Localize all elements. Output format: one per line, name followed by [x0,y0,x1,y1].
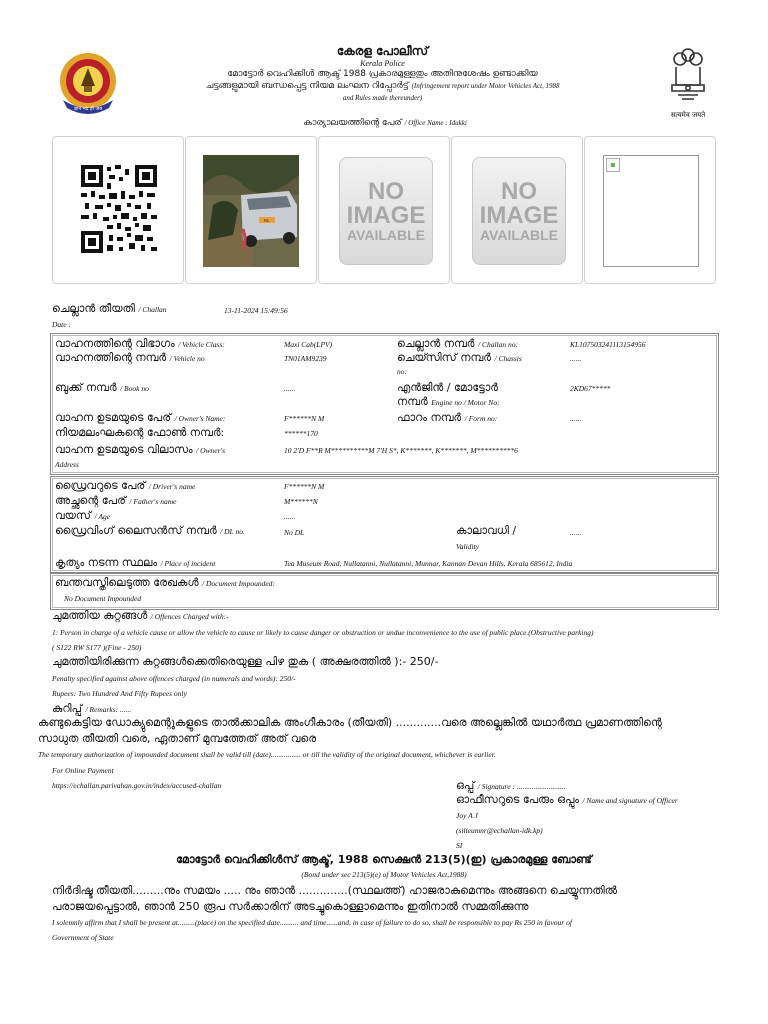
qr-code-icon[interactable] [81,165,157,253]
validity-value: ...... [570,528,582,537]
phone-value: ******170 [284,429,318,438]
no-image-placeholder: NO IMAGE AVAILABLE [472,157,566,265]
header-line2-ml: ചട്ടങ്ങളുമായി ബന്ധപ്പെട്ട നിയമ ലംഘന റിപ്പോർട്ട് [205,81,409,91]
challan-date-label-2: Date : [52,320,71,329]
engine-label: എൻജിൻ / മോട്ടോർ [397,381,498,394]
plate-text: KL [264,218,270,223]
offence-line-2: ( S122 RW S177 )(Fine - 250) [52,643,142,652]
national-emblem-icon [664,45,712,109]
dl-no-label: ഡ്രൈവിംഗ് ലൈസൻസ് നമ്പർ / DL no. [55,524,245,537]
engine-value: 2KD67***** [570,384,611,393]
payment-link[interactable]: https://echallan.parivahan.gov.in/index/accused-challan [52,781,222,790]
driver-name-label: ഡ്രൈവറുടെ പേര് / Driver's name [55,479,196,492]
broken-image-icon: ▪ [606,158,620,172]
image-panel-3 [451,136,583,284]
offences-label: ചുമത്തിയ കുറ്റങ്ങൾ / Offences Charged with:- [52,609,229,622]
bond-en-line-2: Government of State [52,933,114,942]
age-label: വയസ് / Age [55,509,111,522]
challan-date-label: ചെല്ലാൻ തീയതി / Challan [52,302,167,315]
form-no-label: ഫാറം നമ്പർ / Form no: [397,411,498,424]
bond-title: മോട്ടോർ വെഹിക്കിൾസ് ആക്ട്, 1988 സെക്ഷൻ 213(5)(ഇ) പ്രകാരമുള്ള ബോണ്ട് [176,853,592,866]
office-label-ml: കാര്യാലയത്തിന്റെ പേര് [303,118,402,128]
header-line3-en: and Rules made thereunder) [342,94,423,102]
broken-image [603,155,699,267]
impound-label: ബന്തവസ്തിലെടുത്ത രേഖകൾ / Document Impounded: [55,576,275,589]
book-no-label: ബുക്ക് നമ്പർ / Book no [55,381,149,394]
remarks-label: കുറിപ്പ് / Remarks: ...... [52,702,132,715]
header-line1: മോട്ടോർ വെഹിക്കിൾ ആക്ട് 1988 പ്രകാരമുള്ളതും അതിനുശേഷം ഉണ്ടാക്കിയ [227,69,538,79]
offence-line-1: 1: Person in charge of a vehicle cause or allow the vehicle to cause or likely to cause danger or obstruction or undue inconvenience to the use of public place.(Obstructive parking) [52,628,594,637]
header-title-en: Kerala Police [360,59,405,68]
vehicle-photo-panel [185,136,317,284]
chassis-label-2: no: [397,367,407,376]
form-no-value: ...... [570,414,582,423]
owner-name-value: F******N M [284,414,325,423]
chassis-value: ...... [570,354,582,363]
dl-no-value: No DL [284,528,305,537]
father-name-label: അച്ഛന്റെ പേര് / Father's name [55,494,177,507]
bond-line-1: നിർദിഷ്ട തീയതി.........നും സമയം ..... നും ഞാൻ ..............(സ്ഥലത്ത്) ഹാജരാകുമെന്നും അങ്ങനെ ചെയ്യുന്നതിൽ [52,884,618,897]
father-name-value: M******N [284,497,318,506]
qr-panel [52,136,184,284]
impound-value: No Document Impounded [64,594,142,603]
officer-label: ഓഫീസറുടെ പേരും ഒപ്പും / Name and signature of Officer [456,793,678,806]
age-value: ...... [284,512,296,521]
penalty-en: Penalty specified against above offences charged (in numerals and words): 250/- [52,674,296,683]
officer-rank: SI [456,841,463,850]
owner-name-label: വാഹന ഉടമയുടെ പേര് / Owner's Name: [55,411,226,424]
vehicle-photo[interactable] [203,155,299,267]
challan-no-label: ചെല്ലാൻ നമ്പർ / Challan no: [397,337,519,350]
driver-name-value: F******N M [284,482,325,491]
challan-date-value: 13-11-2024 15:49:56 [224,306,288,315]
authorization-en: The temporary authorization of impounded document shall be valid till (date)................ or till the validity of the original document, whichever is earlier. [38,750,496,759]
signature-label: ഒപ്പ് / Signature : .......................... [456,779,566,792]
engine-label-2: നമ്പർ Engine no / Motor No: [397,395,500,408]
phone-label: നിയമലംഘകന്റെ ഫോൺ നമ്പർ: [55,426,225,439]
owner-address-label: വാഹന ഉടമയുടെ വിലാസം / Owner's [55,443,226,456]
rupees-en: Rupees: Two Hundred And Fifty Rupees only [52,689,187,698]
logo-motto: ज्ञान मद हो जय [73,106,103,112]
owner-address-value: 10 2'D F**R M**********M 7'H S*, K*******, K*******, M**********6 [284,446,518,455]
emblem-caption: सत्यमेव जयते [670,111,706,119]
no-image-placeholder: NO IMAGE AVAILABLE [339,157,433,265]
validity-label-2: Validity [456,542,479,551]
officer-email: (silteumnr@echallan-idk.kp) [456,826,543,835]
place-value: Tea Museum Road, Nullatanni, Nullatanni, Munnar, Kannan Devan Hills, Kerala 685612, India [284,559,573,568]
chassis-label: ചെയ്സിസ് നമ്പർ / Chassis [397,351,522,364]
authorization-line-1: കണ്ടുകെട്ടിയ ഡോക്യുമെന്റുകളുടെ താൽക്കാലിക അംഗീകാരം (തീയതി) .............വരെ അല്ലെങ്കിൽ യഥാർത്ഥ പ്രമാണത്തിന്റെ [38,716,662,729]
vehicle-class-value: Maxi Cab(LPV) [284,340,333,349]
fine-label-ml: ചുമത്തിയിരിക്കുന്ന കുറ്റങ്ങൾക്കെതിരെയുള്ള പിഴ തുക ( അക്ഷരത്തിൽ ):- 250/- [52,655,439,668]
image-panel-2 [318,136,450,284]
vehicle-class-label: വാഹനത്തിന്റെ വിഭാഗം / Vehicle Class: [55,337,225,350]
validity-label: കാലാവധി / [456,524,517,537]
challan-no-value: KL107503241113154956 [570,340,646,349]
bond-line-2: പരാജയപ്പെട്ടാൽ, ഞാൻ 250 രൂപ സർക്കാരിന് അടച്ചുകൊള്ളാമെന്നും ഇതിനാൽ സമ്മതിക്കുന്നു [52,900,529,913]
owner-address-label-2: Address [55,460,79,469]
bond-subtitle: (Bond under sec 213(5)(e) of Motor Vehicles Act,1988) [301,870,467,879]
header-title-ml: കേരള പോലീസ് [336,44,429,58]
payment-label: For Online Payment [52,766,114,775]
kerala-police-logo [57,50,119,116]
header-line2-en: (Infringement report under Motor Vehicles Act, 1988 [411,82,560,90]
office-name [230,118,540,128]
officer-name: Joy A J [456,811,478,820]
header [160,44,605,104]
place-label: കൃത്യം നടന്ന സ്ഥലം / Place of incident [55,556,216,569]
office-label-en: / Office Name : Idukki [404,119,467,127]
book-no-value: ...... [284,384,296,393]
vehicle-no-value: TN01AM9239 [284,354,327,363]
vehicle-no-label: വാഹനത്തിന്റെ നമ്പർ / Vehicle no [55,351,205,364]
bond-en-line-1: I solemnly affirm that I shall be present at.........(place) on the specified date.......... and time......and, in case of failure to do so, shall be responsible to pay Rs 250 in favour of [52,918,572,927]
authorization-line-2: സാധുത തീയതി വരെ, ഏതാണ് മുമ്പത്തേത് അത് വരെ [38,732,317,745]
